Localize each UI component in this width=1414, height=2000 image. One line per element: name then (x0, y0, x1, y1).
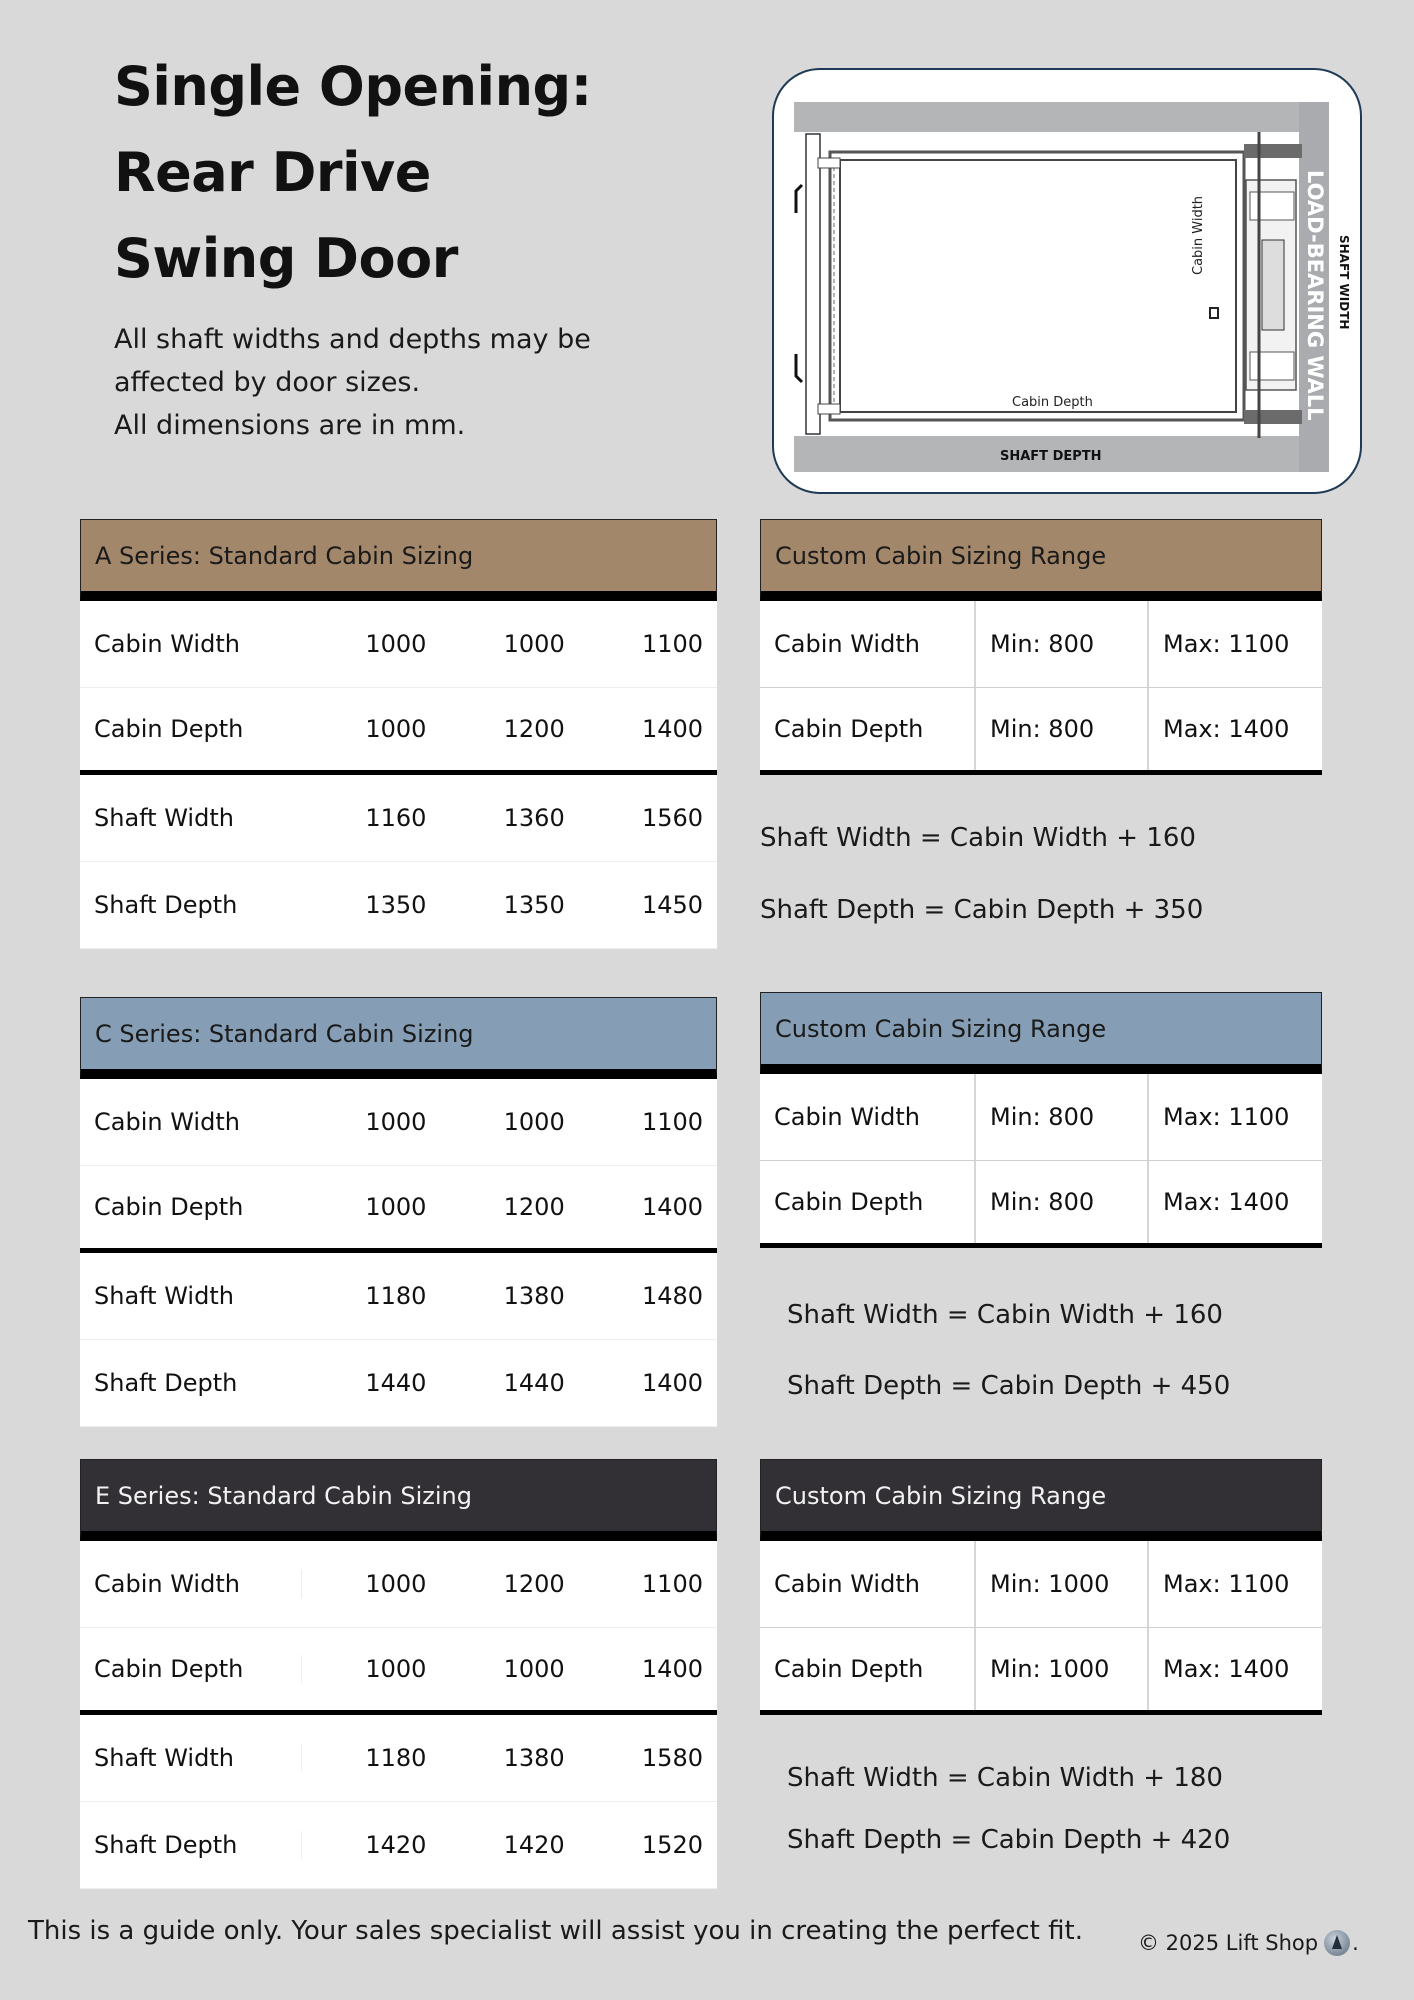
swing-door (806, 134, 820, 434)
table-row (80, 775, 717, 862)
table-row (760, 688, 1322, 775)
min-value: Min: 1000 (976, 1628, 1149, 1710)
copyright-end: . (1352, 1931, 1359, 1955)
cell-value: 1350 (365, 891, 427, 919)
c-series-header: C Series: Standard Cabin Sizing (80, 997, 717, 1079)
wall-label: LOAD-BEARING WALL (1303, 170, 1327, 421)
footer-note: This is a guide only. Your sales specialist will assist you in creating the perfect fit. (28, 1916, 1083, 1946)
cell-value: 1380 (503, 1744, 565, 1772)
table-row (80, 1628, 717, 1715)
copyright (1138, 1930, 1359, 1956)
table-row (80, 1802, 717, 1889)
table-row (760, 1074, 1322, 1161)
intro-line: All dimensions are in mm. (114, 410, 466, 441)
cell-value: 1200 (503, 715, 565, 743)
cell-value: 1000 (503, 630, 565, 658)
max-value: Max: 1400 (1163, 715, 1290, 743)
max-value: Max: 1400 (1163, 1655, 1290, 1683)
cell-value: 1420 (503, 1831, 565, 1859)
title-line: Rear Drive (114, 141, 431, 204)
cell-value: 1160 (365, 804, 427, 832)
e-formula-depth: Shaft Depth = Cabin Depth + 420 (787, 1825, 1231, 1855)
c-custom-header: Custom Cabin Sizing Range (760, 992, 1322, 1074)
a-series-table (80, 519, 717, 949)
row-label: Shaft Width (94, 804, 234, 832)
cell-value: 1180 (365, 1744, 427, 1772)
a-series-header: A Series: Standard Cabin Sizing (80, 519, 717, 601)
row-label: Shaft Depth (94, 1369, 238, 1397)
shaft-diagram (772, 68, 1362, 494)
table-row (80, 862, 717, 949)
page-title (114, 44, 674, 302)
lift-shop-logo-icon (1324, 1930, 1350, 1956)
title-line: Swing Door (114, 227, 458, 290)
cell-value: 1200 (503, 1570, 565, 1598)
a-custom-range-table (760, 519, 1322, 775)
table-row (80, 1340, 717, 1427)
drive-motor (1262, 240, 1284, 330)
row-label: Cabin Depth (760, 1628, 976, 1710)
cabin-clip (818, 158, 840, 168)
cell-value: 1000 (365, 1570, 427, 1598)
c-custom-range-table (760, 992, 1322, 1248)
table-row (80, 1715, 717, 1802)
row-label: Cabin Width (94, 630, 240, 658)
cell-value: 1000 (365, 1193, 427, 1221)
table-row (760, 1541, 1322, 1628)
cell-value: 1000 (503, 1655, 565, 1683)
cell-value: 1350 (503, 891, 565, 919)
cabin-clip (818, 404, 840, 414)
min-value: Min: 800 (976, 601, 1149, 687)
max-value: Max: 1100 (1163, 630, 1290, 658)
shaft-width-label: SHAFT WIDTH (1337, 235, 1351, 330)
c-formula-depth: Shaft Depth = Cabin Depth + 450 (787, 1371, 1231, 1401)
e-formula-width: Shaft Width = Cabin Width + 180 (787, 1763, 1223, 1793)
cabin-width-label: Cabin Width (1191, 195, 1206, 275)
cell-value: 1100 (641, 630, 704, 658)
cell-value: 1000 (365, 1108, 427, 1136)
c-formula-width: Shaft Width = Cabin Width + 160 (787, 1300, 1223, 1330)
row-label: Cabin Depth (94, 715, 244, 743)
row-label: Shaft Width (94, 1282, 234, 1310)
table-row (760, 1628, 1322, 1715)
cell-value: 1000 (365, 715, 427, 743)
cell-value: 1560 (641, 804, 704, 832)
a-custom-header: Custom Cabin Sizing Range (760, 519, 1322, 601)
drive-bracket (1250, 192, 1294, 220)
cell-value: 1180 (365, 1282, 427, 1310)
max-value: Max: 1400 (1163, 1188, 1290, 1216)
row-label: Shaft Depth (94, 891, 238, 919)
a-formula-depth: Shaft Depth = Cabin Depth + 350 (760, 895, 1204, 925)
cell-value: 1480 (641, 1282, 704, 1310)
rail-top (1244, 144, 1302, 158)
row-label: Shaft Width (80, 1744, 302, 1772)
intro-text (114, 318, 634, 447)
e-custom-range-table (760, 1459, 1322, 1715)
c-series-table (80, 997, 717, 1427)
table-row (80, 1253, 717, 1340)
cell-value: 1440 (365, 1369, 427, 1397)
min-value: Min: 800 (976, 1074, 1149, 1160)
copyright-text: © 2025 Lift Shop (1138, 1931, 1319, 1955)
a-formula-width: Shaft Width = Cabin Width + 160 (760, 823, 1196, 853)
shaft-depth-label: SHAFT DEPTH (1000, 449, 1102, 464)
cell-value: 1400 (641, 1369, 704, 1397)
table-row (760, 1161, 1322, 1248)
drive-bracket (1250, 352, 1294, 380)
cell-value: 1580 (641, 1744, 703, 1772)
cell-value: 1100 (641, 1108, 704, 1136)
max-value: Max: 1100 (1163, 1570, 1290, 1598)
table-row (80, 1079, 717, 1166)
cell-value: 1000 (503, 1108, 565, 1136)
cell-value: 1200 (503, 1193, 565, 1221)
e-series-header: E Series: Standard Cabin Sizing (80, 1459, 717, 1541)
cell-value: 1000 (365, 1655, 427, 1683)
cell-value: 1440 (503, 1369, 565, 1397)
cell-value: 1100 (641, 1570, 703, 1598)
cell-value: 1520 (641, 1831, 703, 1859)
min-value: Min: 800 (976, 688, 1149, 770)
cell-value: 1380 (503, 1282, 565, 1310)
row-label: Cabin Depth (760, 688, 976, 770)
table-row (80, 1166, 717, 1253)
cell-value: 1400 (641, 715, 704, 743)
row-label: Cabin Depth (760, 1161, 976, 1243)
row-label: Cabin Width (760, 1541, 976, 1627)
max-value: Max: 1100 (1163, 1103, 1290, 1131)
row-label: Shaft Depth (80, 1831, 302, 1859)
cell-value: 1450 (641, 891, 704, 919)
cell-value: 1400 (641, 1655, 703, 1683)
intro-line: affected by door sizes. (114, 367, 421, 398)
min-value: Min: 800 (976, 1161, 1149, 1243)
title-line: Single Opening: (114, 55, 592, 118)
cell-value: 1000 (365, 630, 427, 658)
row-label: Cabin Width (760, 1074, 976, 1160)
rail-bottom (1244, 410, 1302, 424)
row-label: Cabin Width (760, 601, 976, 687)
table-row (760, 601, 1322, 688)
table-row (80, 688, 717, 775)
shaft-diagram-svg (774, 70, 1362, 494)
min-value: Min: 1000 (976, 1541, 1149, 1627)
table-row (80, 1541, 717, 1628)
cell-value: 1360 (503, 804, 565, 832)
cabin-depth-label: Cabin Depth (1012, 395, 1093, 410)
cell-value: 1400 (641, 1193, 704, 1221)
row-label: Cabin Width (80, 1570, 302, 1598)
row-label: Cabin Depth (80, 1655, 302, 1683)
row-label: Cabin Depth (94, 1193, 244, 1221)
table-row (80, 601, 717, 688)
cabin-inner (840, 160, 1236, 412)
e-series-table (80, 1459, 717, 1889)
intro-line: All shaft widths and depths may be (114, 324, 591, 355)
e-custom-header: Custom Cabin Sizing Range (760, 1459, 1322, 1541)
row-label: Cabin Width (94, 1108, 240, 1136)
cell-value: 1420 (365, 1831, 427, 1859)
